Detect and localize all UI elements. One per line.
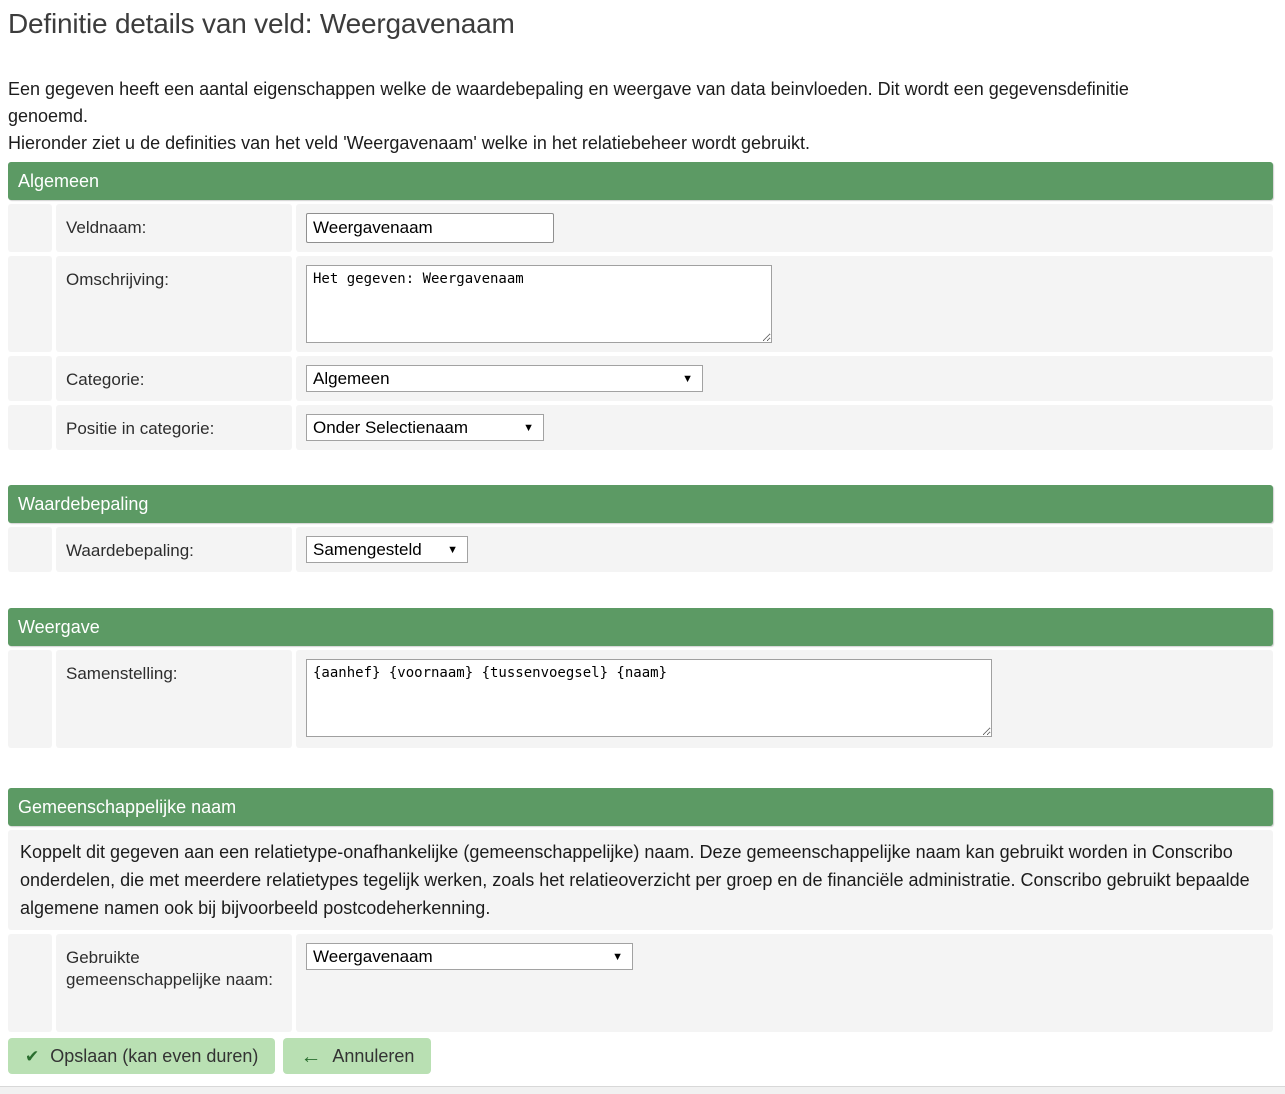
- row-omschrijving: [8, 256, 1273, 352]
- row-spacer-cell: [8, 204, 52, 252]
- samenstelling-textarea[interactable]: [306, 659, 992, 737]
- waardebepaling-cell: [296, 527, 1273, 572]
- check-icon: ✔: [25, 1046, 40, 1066]
- page-bottom-divider: [0, 1086, 1285, 1094]
- opslaan-button-label: Opslaan (kan even duren): [50, 1045, 259, 1066]
- omschrijving-cell: [296, 256, 1273, 352]
- opslaan-button[interactable]: [8, 1038, 275, 1074]
- row-categorie: [8, 356, 1273, 401]
- categorie-select-value: Algemeen: [313, 368, 390, 388]
- positie-select-value: Onder Selectienaam: [313, 417, 468, 437]
- intro-text-1: Een gegeven heeft een aantal eigenschappen welke de waardebepaling en weergave van data beinvloeden. Dit wordt een gegevensdefinitie genoemd.: [8, 79, 1129, 126]
- section-header-weergave: Weergave: [8, 608, 1273, 646]
- categorie-label: Categorie:: [56, 356, 292, 401]
- positie-label: Positie in categorie:: [56, 405, 292, 450]
- section-header-algemeen: Algemeen: [8, 162, 1273, 200]
- samenstelling-label: Samenstelling:: [56, 650, 292, 748]
- page-title: Definitie details van veld: Weergavenaam: [8, 8, 515, 39]
- section-weergave: [8, 608, 1273, 748]
- chevron-down-icon: ▼: [447, 543, 458, 556]
- veldnaam-input[interactable]: [306, 213, 554, 243]
- row-veldnaam: [8, 204, 1273, 252]
- waardebepaling-select[interactable]: [306, 536, 468, 563]
- row-spacer-cell: [8, 527, 52, 572]
- row-spacer-cell: [8, 256, 52, 352]
- section-header-gemeenschappelijke-naam: Gemeenschappelijke naam: [8, 788, 1273, 826]
- content: [0, 8, 1285, 1074]
- button-bar: [8, 1038, 1273, 1074]
- row-positie: [8, 405, 1273, 450]
- categorie-select[interactable]: [306, 365, 703, 392]
- section-algemeen: [8, 162, 1273, 450]
- row-spacer-cell: [8, 356, 52, 401]
- back-arrow-icon: ←: [300, 1044, 322, 1068]
- veldnaam-label: Veldnaam:: [56, 204, 292, 252]
- gebruikte-naam-cell: [296, 934, 1273, 1032]
- row-spacer-cell: [8, 650, 52, 748]
- row-spacer-cell: [8, 934, 52, 1032]
- waardebepaling-label: Waardebepaling:: [56, 527, 292, 572]
- categorie-cell: [296, 356, 1273, 401]
- section-waardebepaling: [8, 485, 1273, 572]
- omschrijving-textarea[interactable]: [306, 265, 772, 343]
- row-samenstelling: [8, 650, 1273, 748]
- section-header-waardebepaling: Waardebepaling: [8, 485, 1273, 523]
- annuleren-button-label: Annuleren: [332, 1045, 415, 1066]
- gebruikte-naam-select-value: Weergavenaam: [313, 946, 433, 966]
- annuleren-button[interactable]: [283, 1038, 431, 1074]
- gebruikte-naam-select[interactable]: [306, 943, 633, 970]
- intro-text-2: Hieronder ziet u de definities van het veld 'Weergavenaam' welke in het relatiebeheer wordt gebruikt.: [8, 133, 810, 153]
- positie-cell: [296, 405, 1273, 450]
- section-gemeenschappelijke-naam: [8, 788, 1273, 1032]
- row-gebruikte-naam: [8, 934, 1273, 1032]
- row-spacer-cell: [8, 405, 52, 450]
- waardebepaling-select-value: Samengesteld: [313, 539, 422, 559]
- omschrijving-label: Omschrijving:: [56, 256, 292, 352]
- veldnaam-cell: [296, 204, 1273, 252]
- chevron-down-icon: ▼: [523, 421, 534, 434]
- intro-paragraph: [8, 76, 1148, 157]
- samenstelling-cell: [296, 650, 1273, 748]
- positie-select[interactable]: [306, 414, 544, 441]
- chevron-down-icon: ▼: [612, 950, 623, 963]
- row-waardebepaling: [8, 527, 1273, 572]
- gebruikte-naam-label: Gebruikte gemeenschappelijke naam:: [56, 934, 292, 1032]
- chevron-down-icon: ▼: [682, 372, 693, 385]
- gemeenschappelijke-naam-description: Koppelt dit gegeven aan een relatietype-onafhankelijke (gemeenschappelijke) naam. Deze gemeenschappelijke naam kan gebruikt worden in Conscribo onderdelen, die met meerdere relatietypes tegelijk werken, zoals het relatieoverzicht per groep en de financiële administratie. Conscribo gebruikt bepaalde algemene namen ook bij bijvoorbeeld postcodeherkenning.: [8, 830, 1273, 930]
